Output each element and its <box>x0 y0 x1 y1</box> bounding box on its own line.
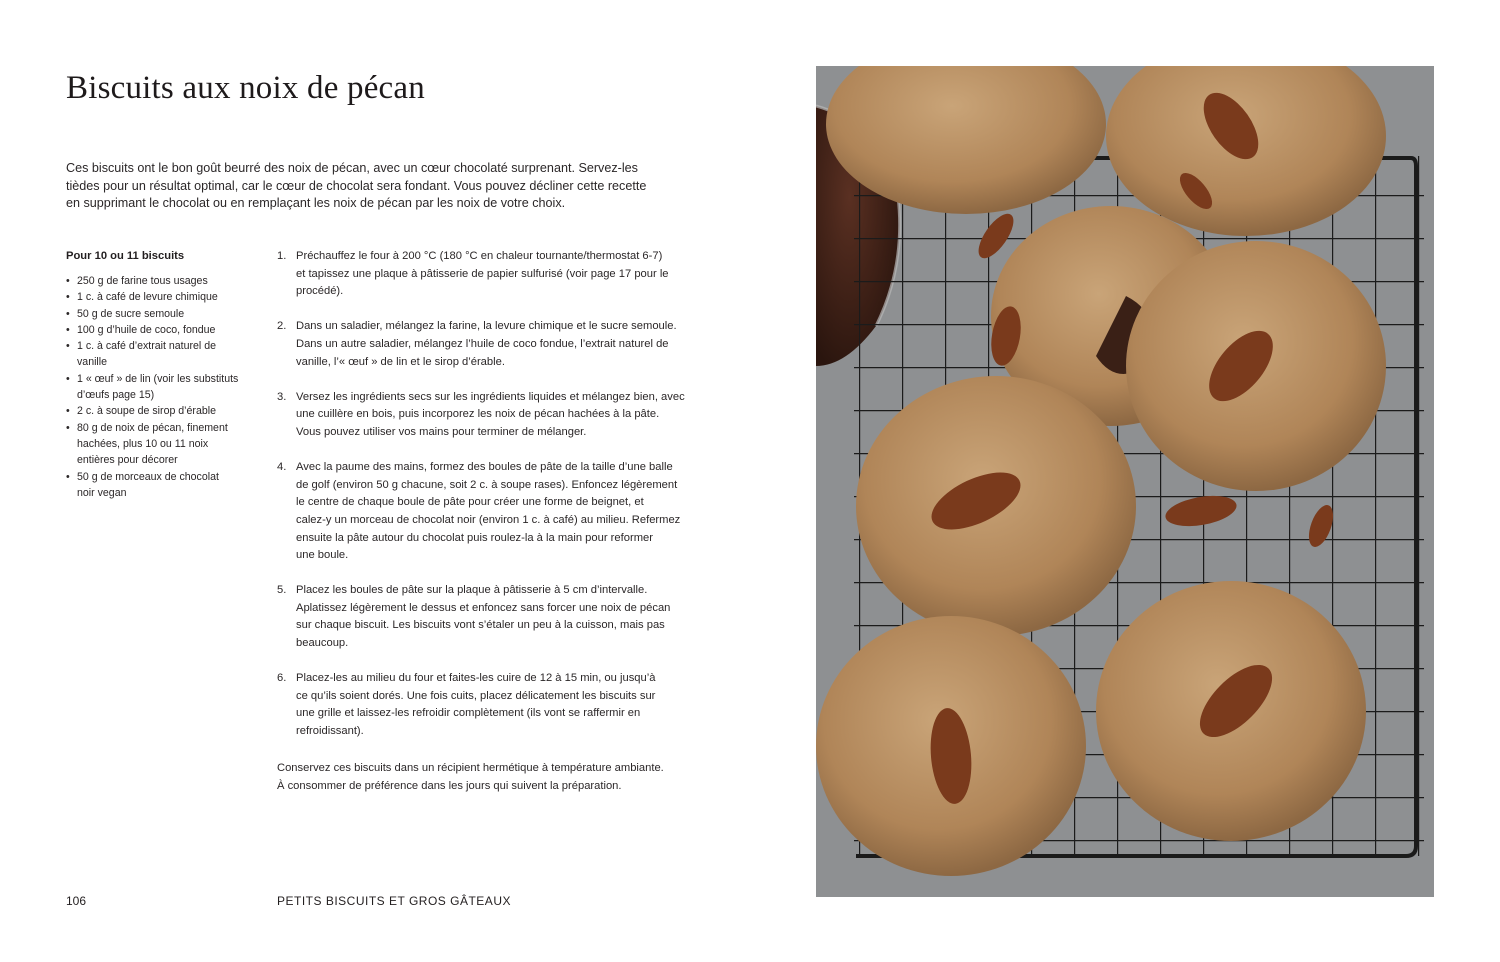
ingredient-item <box>66 469 256 502</box>
step-line: sur chaque biscuit. Les biscuits vont s’étaler un peu à la cuisson, mais pas <box>296 619 665 632</box>
ingredient-item <box>66 289 256 305</box>
method-steps <box>277 248 697 758</box>
ingredient-line: entières pour décorer <box>77 454 178 467</box>
step-line: Placez-les au milieu du four et faites-les cuire de 12 à 15 min, ou jusqu’à <box>296 672 656 685</box>
step-line: et tapissez une plaque à pâtisserie de papier sulfurisé (voir page 17 pour le <box>296 267 669 280</box>
step-line: une boule. <box>296 549 349 562</box>
ingredient-line: noir vegan <box>77 486 127 499</box>
step-number: 4. <box>277 461 287 474</box>
cookies-photo <box>816 66 1434 897</box>
step-line: calez-y un morceau de chocolat noir (environ 1 c. à café) au milieu. Refermez <box>296 513 681 526</box>
ingredient-item <box>66 273 256 289</box>
ingredient-item <box>66 403 256 419</box>
cookie <box>816 616 1086 876</box>
ingredient-list <box>66 273 256 501</box>
step-line: vanille, l’« œuf » de lin et le sirop d’érable. <box>296 355 505 368</box>
step-line: Dans un autre saladier, mélangez l’huile de coco fondue, l’extrait naturel de <box>296 337 669 350</box>
ingredient-line: • 1 c. à café de levure chimique <box>77 291 218 304</box>
storage-note <box>277 760 697 795</box>
ingredient-line: • 250 g de farine tous usages <box>77 275 208 287</box>
step-line: Préchauffez le four à 200 °C (180 °C en chaleur tournante/thermostat 6-7) <box>296 250 663 262</box>
recipe-title: Biscuits aux noix de pécan <box>66 70 425 106</box>
step-line: Versez les ingrédients secs sur les ingrédients liquides et mélangez bien, avec <box>296 390 685 403</box>
ingredient-line: vanille <box>77 356 108 369</box>
ingredient-item <box>66 306 256 322</box>
method-step <box>277 389 697 442</box>
method-step <box>277 582 697 652</box>
step-line: beaucoup. <box>296 637 349 650</box>
cookie <box>856 376 1136 636</box>
step-number: 1. <box>277 250 287 262</box>
cookie <box>1126 241 1386 491</box>
step-number: 5. <box>277 584 287 597</box>
ingredient-line: • 50 g de sucre semoule <box>77 307 185 320</box>
ingredient-line: • 1 « œuf » de lin (voir les substituts <box>77 372 239 385</box>
ingredient-item <box>66 338 256 371</box>
step-line: Placez les boules de pâte sur la plaque à pâtisserie à 5 cm d’intervalle. <box>296 584 648 597</box>
ingredient-line: • 50 g de morceaux de chocolat <box>77 470 219 483</box>
method-step <box>277 459 697 565</box>
ingredient-line: • 80 g de noix de pécan, finement <box>77 421 228 434</box>
step-line: Vous pouvez utiliser vos mains pour terminer de mélanger. <box>296 425 587 438</box>
page-number: 106 <box>66 894 87 908</box>
step-line: procédé). <box>296 285 344 298</box>
step-number: 3. <box>277 390 287 403</box>
ingredient-line: • 1 c. à café d’extrait naturel de <box>77 340 216 353</box>
yield-heading: Pour 10 ou 11 biscuits <box>66 250 185 262</box>
intro-line: tièdes pour un résultat optimal, car le cœur de chocolat sera fondant. Vous pouvez décliner cette recette <box>66 178 647 193</box>
ingredient-line: • 2 c. à soupe de sirop d’érable <box>77 405 216 418</box>
ingredient-item <box>66 322 256 338</box>
ingredient-line: • 100 g d’huile de coco, fondue <box>77 323 216 336</box>
method-step <box>277 248 697 301</box>
storage-line: Conservez ces biscuits dans un récipient hermétique à température ambiante. <box>277 762 664 774</box>
step-line: le centre de chaque boule de pâte pour créer une forme de beignet, et <box>296 496 644 509</box>
method-step <box>277 670 697 740</box>
intro-line: en supprimant le chocolat ou en remplaçant les noix de pécan par les noix de votre choix. <box>66 196 566 211</box>
ingredient-line: d’œufs page 15) <box>77 389 155 402</box>
step-line: refroidissant). <box>296 725 364 738</box>
step-line: Dans un saladier, mélangez la farine, la levure chimique et le sucre semoule. <box>296 320 677 333</box>
step-line: de golf (environ 50 g chacune, soit 2 c. à soupe rases). Enfoncez légèrement <box>296 478 678 491</box>
intro-line: Ces biscuits ont le bon goût beurré des noix de pécan, avec un cœur chocolaté surprenant. Servez-les <box>66 161 638 175</box>
step-line: ensuite la pâte autour du chocolat puis roulez-la à la main pour reformer <box>296 531 653 544</box>
step-number: 2. <box>277 320 287 333</box>
step-line: une cuillère en bois, puis incorporez les noix de pécan hachées à la pâte. <box>296 408 660 421</box>
section-title: PETITS BISCUITS ET GROS GÂTEAUX <box>277 894 511 908</box>
step-line: une grille et laissez-les refroidir complètement (ils vont se raffermir en <box>296 707 641 720</box>
cookie <box>1096 581 1366 841</box>
step-line: Aplatissez légèrement le dessus et enfoncez sans forcer une noix de pécan <box>296 601 671 614</box>
step-line: ce qu’ils soient dorés. Une fois cuits, placez délicatement les biscuits sur <box>296 689 656 702</box>
storage-line: À consommer de préférence dans les jours qui suivent la préparation. <box>277 779 622 792</box>
recipe-intro <box>66 160 666 213</box>
ingredient-item <box>66 371 256 404</box>
step-number: 6. <box>277 672 287 685</box>
ingredient-item <box>66 420 256 469</box>
ingredient-line: hachées, plus 10 ou 11 noix <box>77 437 209 450</box>
method-step <box>277 318 697 371</box>
step-line: Avec la paume des mains, formez des boules de pâte de la taille d’une balle <box>296 461 673 474</box>
